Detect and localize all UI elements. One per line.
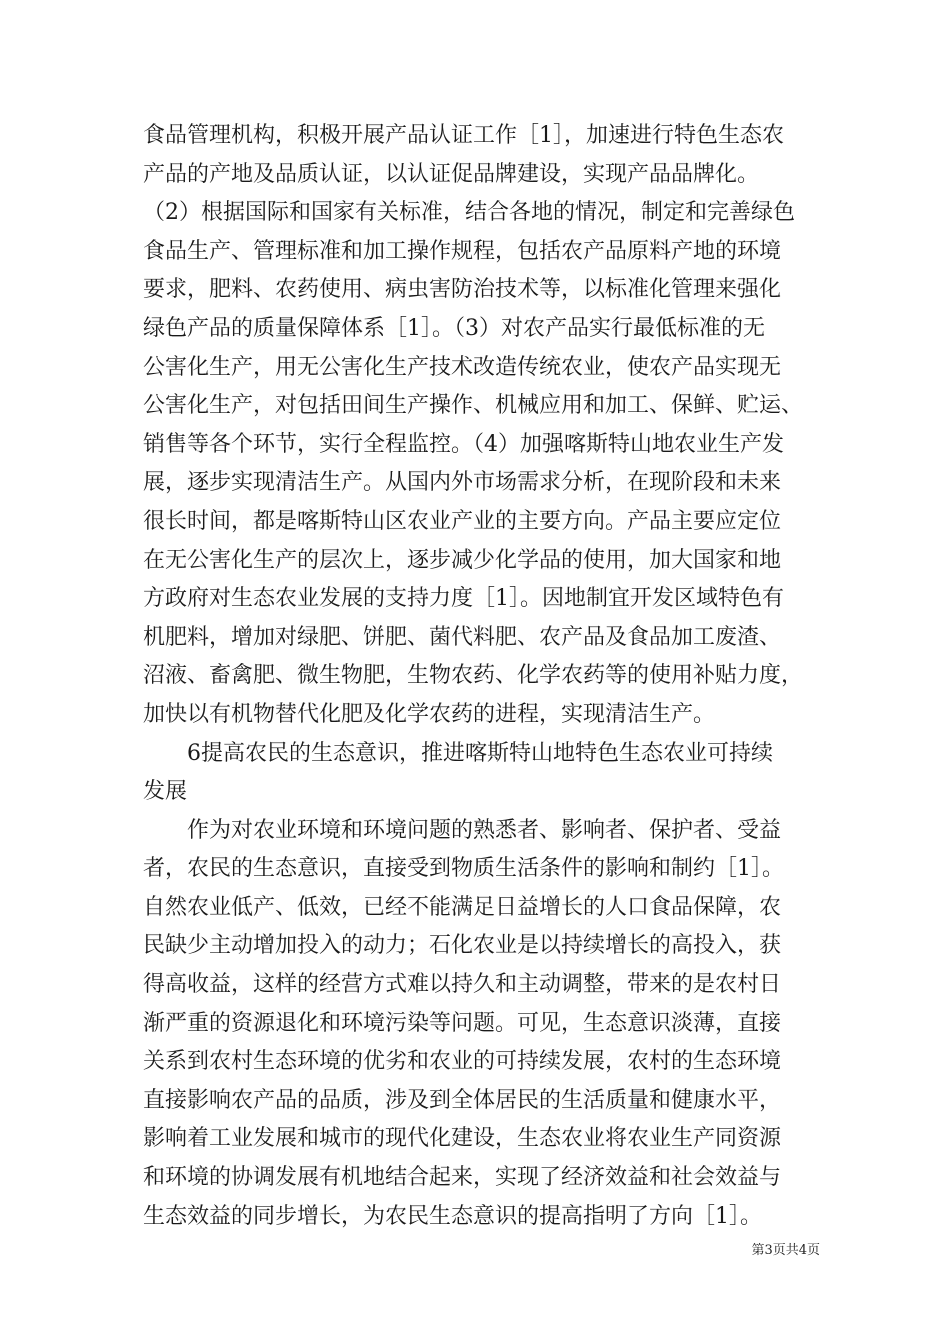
text-line: 机肥料，增加对绿肥、饼肥、菌代料肥、农产品及食品加工废渣、	[143, 624, 782, 650]
text-line: 影响着工业发展和城市的现代化建设，生态农业将农业生产同资源	[143, 1126, 782, 1152]
page-number: 第3页共4页	[751, 1243, 820, 1258]
text-line: 销售等各个环节，实行全程监控。（4）加强喀斯特山地农业生产发	[143, 431, 784, 457]
section-heading-continued: 发展	[143, 779, 188, 805]
text-line: 产品的产地及品质认证，以认证促品牌建设，实现产品品牌化。	[143, 161, 760, 187]
text-line: 公害化生产，用无公害化生产技术改造传统农业，使农产品实现无	[143, 354, 782, 380]
text-line: 者，农民的生态意识，直接受到物质生活条件的影响和制约［1］。	[143, 856, 784, 882]
text-line: 沼液、畜禽肥、微生物肥，生物农药、化学农药等的使用补贴力度，	[143, 663, 804, 689]
text-line: 得高收益，这样的经营方式难以持久和主动调整，带来的是农村日	[143, 972, 782, 998]
document-body	[143, 117, 833, 1236]
text-line: 食品生产、管理标准和加工操作规程，包括农产品原料产地的环境	[143, 238, 782, 264]
text-line: （2）根据国际和国家有关标准，结合各地的情况，制定和完善绿色	[143, 200, 795, 226]
text-line: 方政府对生态农业发展的支持力度［1］。因地制宜开发区域特色有	[143, 586, 784, 612]
text-line: 关系到农村生态环境的优劣和农业的可持续发展，农村的生态环境	[143, 1049, 782, 1075]
text-line: 直接影响农产品的品质，涉及到全体居民的生活质量和健康水平，	[143, 1087, 782, 1113]
text-line: 加快以有机物替代化肥及化学农药的进程，实现清洁生产。	[143, 701, 716, 727]
text-line: 展，逐步实现清洁生产。从国内外市场需求分析，在现阶段和未来	[143, 470, 782, 496]
text-line: 作为对农业环境和环境问题的熟悉者、影响者、保护者、受益	[187, 817, 782, 843]
text-line: 要求，肥料、农药使用、病虫害防治技术等，以标准化管理来强化	[143, 277, 782, 303]
text-line: 生态效益的同步增长，为农民生态意识的提高指明了方向［1］。	[143, 1203, 762, 1229]
text-line: 绿色产品的质量保障体系［1］。（3）对农产品实行最低标准的无	[143, 315, 765, 341]
text-line: 和环境的协调发展有机地结合起来，实现了经济效益和社会效益与	[143, 1165, 782, 1191]
text-line: 自然农业低产、低效，已经不能满足日益增长的人口食品保障，农	[143, 894, 782, 920]
text-line: 民缺少主动增加投入的动力；石化农业是以持续增长的高投入，获	[143, 933, 782, 959]
text-line: 很长时间，都是喀斯特山区农业产业的主要方向。产品主要应定位	[143, 508, 782, 534]
text-line: 公害化生产，对包括田间生产操作、机械应用和加工、保鲜、贮运、	[143, 393, 804, 419]
text-line: 渐严重的资源退化和环境污染等问题。可见，生态意识淡薄，直接	[143, 1010, 782, 1036]
text-line: 在无公害化生产的层次上，逐步减少化学品的使用，加大国家和地	[143, 547, 782, 573]
section-heading: 6提高农民的生态意识，推进喀斯特山地特色生态农业可持续	[187, 740, 773, 766]
text-line: 食品管理机构，积极开展产品认证工作［1］，加速进行特色生态农	[143, 123, 784, 148]
